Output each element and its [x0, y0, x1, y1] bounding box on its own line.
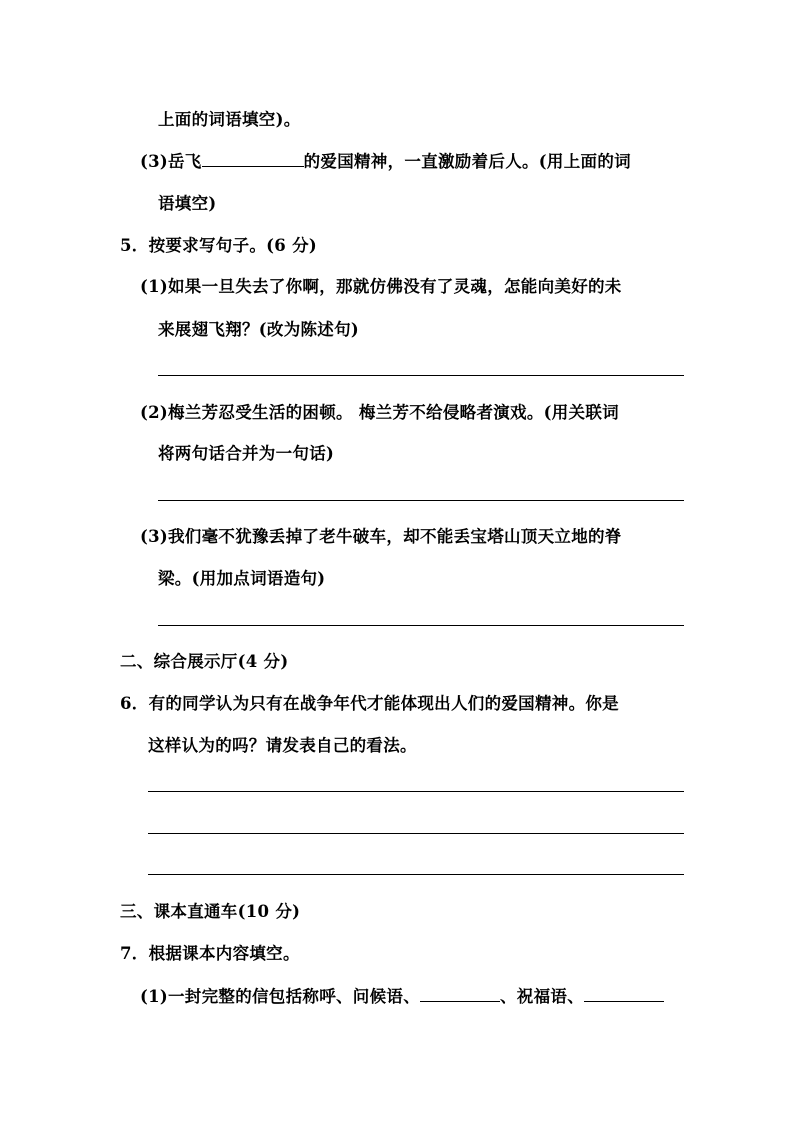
question-3-suffix: 的爱国精神，一直激励着后人。(用上面的词	[303, 152, 631, 171]
answer-line[interactable]	[158, 375, 684, 376]
question-5-2-text: (2)梅兰芳忍受生活的困顿。 梅兰芳不给侵略者演戏。(用关联词	[140, 403, 619, 422]
question-7-1-prefix: (1)一封完整的信包括称呼、问候语、	[140, 987, 420, 1006]
question-5-3-text: 梁。(用加点词语造句)	[158, 569, 326, 588]
question-3-prefix: (3)岳飞	[140, 152, 202, 171]
question-7-1-line	[140, 983, 664, 1007]
question-7-1-middle: 、祝福语、	[500, 987, 584, 1006]
answer-line[interactable]	[148, 874, 684, 875]
question-5-2-text: 将两句话合并为一句话)	[158, 444, 335, 463]
question-3-line	[140, 148, 631, 172]
section-2-heading: 二、综合展示厅(4 分)	[120, 652, 289, 671]
answer-line[interactable]	[148, 791, 684, 792]
question-6-text: 6．有的同学认为只有在战争年代才能体现出人们的爱国精神。你是	[120, 694, 619, 713]
answer-blank[interactable]	[420, 987, 500, 1002]
question-5-1-text: 来展翅飞翔？(改为陈述句)	[158, 320, 360, 339]
answer-line[interactable]	[148, 833, 684, 834]
text-line: 语填空)	[158, 194, 217, 213]
answer-line[interactable]	[158, 500, 684, 501]
question-6-text: 这样认为的吗？请发表自己的看法。	[148, 736, 417, 755]
question-5-1-text: (1)如果一旦失去了你啊，那就仿佛没有了灵魂，怎能向美好的未	[140, 277, 622, 296]
text-line: 上面的词语填空)。	[158, 110, 301, 129]
answer-blank[interactable]	[202, 152, 304, 167]
answer-blank[interactable]	[584, 987, 664, 1002]
question-5-heading: 5．按要求写句子。(6 分)	[120, 236, 318, 255]
section-3-heading: 三、课本直通车(10 分)	[120, 902, 301, 921]
question-5-3-text: (3)我们毫不犹豫丢掉了老牛破车，却不能丢宝塔山顶天立地的脊	[140, 527, 622, 546]
answer-line[interactable]	[158, 625, 684, 626]
question-7-heading: 7．根据课本内容填空。	[120, 944, 300, 963]
